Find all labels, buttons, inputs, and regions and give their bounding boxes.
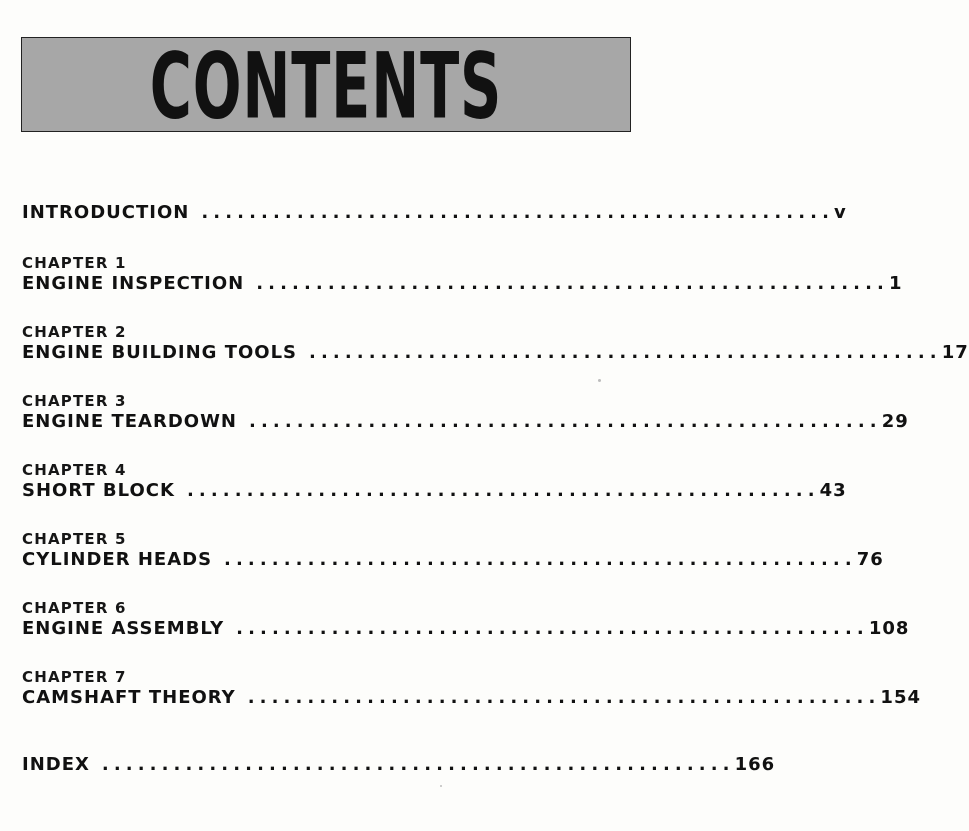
toc-entry-chapter-6[interactable] — [22, 599, 910, 640]
toc-page-number[interactable]: 1 — [888, 273, 903, 294]
toc-entry-chapter-1[interactable] — [22, 254, 903, 295]
toc-entry-chapter-2[interactable] — [22, 323, 969, 364]
toc-line[interactable] — [22, 273, 903, 295]
toc-page-number[interactable]: v — [834, 202, 847, 223]
toc-line[interactable] — [22, 480, 847, 502]
toc-entry-chapter-4[interactable] — [22, 461, 847, 502]
toc-page-number[interactable]: 43 — [819, 480, 847, 501]
toc-entry-title[interactable]: ENGINE INSPECTION — [22, 273, 245, 294]
chapter-label: CHAPTER 6 — [22, 599, 127, 617]
page-title: CONTENTS — [149, 33, 503, 140]
toc-line[interactable] — [22, 754, 776, 776]
chapter-label: CHAPTER 2 — [22, 323, 127, 341]
dot-leader: ..................................................... — [236, 618, 869, 639]
toc-line[interactable] — [22, 342, 969, 364]
toc-entry-title[interactable]: CAMSHAFT THEORY — [22, 687, 236, 708]
toc-entry-title[interactable]: CYLINDER HEADS — [22, 549, 213, 570]
toc-entry-introduction[interactable] — [22, 202, 847, 224]
scan-speck — [598, 379, 601, 382]
toc-entry-chapter-5[interactable] — [22, 530, 884, 571]
toc-page-number[interactable]: 108 — [868, 618, 910, 639]
scan-speck — [440, 785, 442, 787]
toc-page-number[interactable]: 76 — [856, 549, 884, 570]
toc-entry-title[interactable]: INDEX — [22, 754, 90, 775]
toc-entry-title[interactable]: ENGINE BUILDING TOOLS — [22, 342, 298, 363]
toc-entry-title[interactable]: SHORT BLOCK — [22, 480, 175, 501]
toc-line[interactable] — [22, 411, 909, 433]
chapter-label: CHAPTER 4 — [22, 461, 127, 479]
chapter-label: CHAPTER 7 — [22, 668, 127, 686]
toc-entry-title[interactable]: INTRODUCTION — [22, 202, 190, 223]
toc-entry-index[interactable] — [22, 754, 776, 776]
dot-leader: ..................................................... — [256, 273, 889, 294]
chapter-label: CHAPTER 3 — [22, 392, 127, 410]
chapter-label: CHAPTER 5 — [22, 530, 127, 548]
toc-line[interactable] — [22, 618, 910, 640]
toc-page-number[interactable]: 29 — [881, 411, 909, 432]
dot-leader: ..................................................... — [247, 687, 881, 708]
toc-entry-title[interactable]: ENGINE ASSEMBLY — [22, 618, 225, 639]
dot-leader: ..................................................... — [101, 754, 735, 775]
toc-line[interactable] — [22, 687, 921, 709]
chapter-label: CHAPTER 1 — [22, 254, 127, 272]
dot-leader: ..................................................... — [249, 411, 882, 432]
toc-page-number[interactable]: 166 — [734, 754, 776, 775]
dot-leader: ..................................................... — [201, 202, 835, 223]
toc-page-number[interactable]: 17 — [941, 342, 969, 363]
toc-entry-title[interactable]: ENGINE TEARDOWN — [22, 411, 237, 432]
dot-leader: ..................................................... — [309, 342, 942, 363]
toc-entry-chapter-7[interactable] — [22, 668, 921, 709]
dot-leader: ..................................................... — [224, 549, 857, 570]
toc-line[interactable] — [22, 549, 884, 571]
toc-entry-chapter-3[interactable] — [22, 392, 909, 433]
toc-page-number[interactable]: 154 — [880, 687, 921, 708]
toc-line[interactable] — [22, 202, 847, 224]
dot-leader: ..................................................... — [186, 480, 820, 501]
title-banner — [21, 33, 631, 140]
